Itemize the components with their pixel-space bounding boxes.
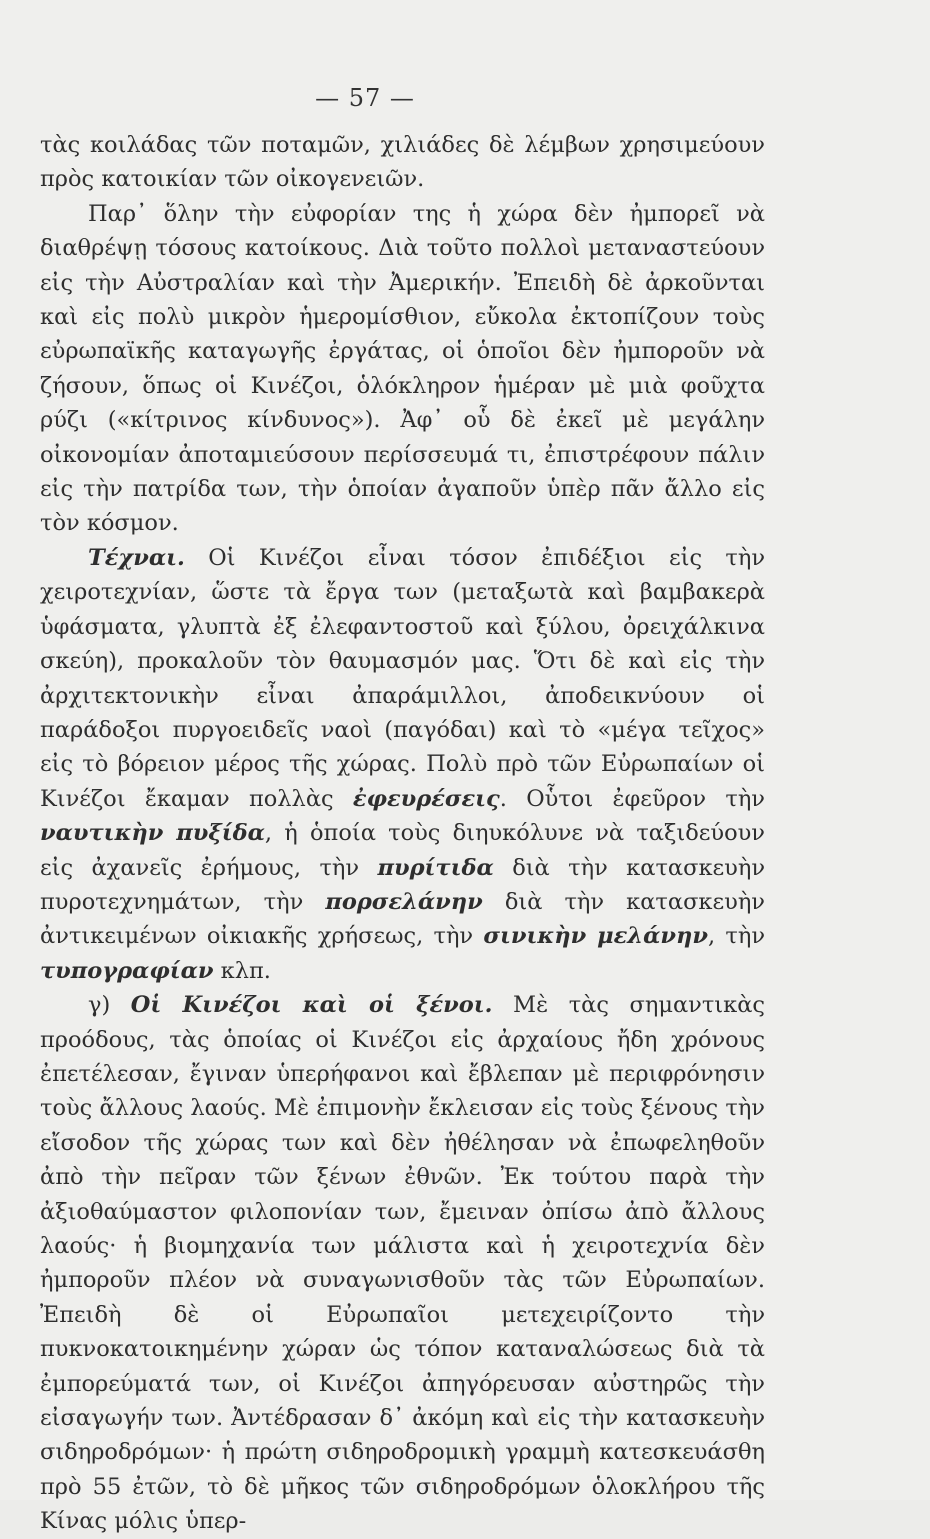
paragraph-p1 <box>40 128 765 197</box>
text-run: , ἡ ὁποία τοὺς διηυκόλυνε νὰ ταξιδεύουν εἰς ἀχανεῖς ἐρήμους, τὴν <box>40 820 765 881</box>
text-run: διὰ τὴν κατασκευὴν πυροτεχνημάτων, τὴν <box>40 854 765 915</box>
emphasized-term: πυρίτιδα <box>377 854 494 881</box>
paragraph-p3 <box>40 541 765 988</box>
text-run: Μὲ τὰς σημαντικὰς προόδους, τὰς ὁποίας οἱ Κινέζοι εἰς ἀρχαίους ἤδη χρόνους ἐπετέλεσαν, ἔγιναν ὑπερήφανοι καὶ ἔβλεπαν μὲ περιφρόνησιν τοὺς ἄλλους λαούς. Μὲ ἐπιμονὴν ἔκλεισαν εἰς τοὺς ξένους τὴν εἴσοδον τῆς χώρας των καὶ δὲν ἠθέλησαν νὰ ἐπωφεληθοῦν ἀπὸ τὴν πεῖραν τῶν ξένων ἐθνῶν. Ἐκ τούτου παρὰ τὴν ἀξιοθαύμαστον φιλοπονίαν των, ἔμειναν ὀπίσω ἀπὸ ἄλλους λαούς· ἡ βιομηχανία των μάλιστα καὶ ἡ χειροτεχνία δὲν ἠμποροῦν πλέον νὰ συναγωνισθοῦν τὰς τῶν Εὐρωπαίων. Ἐπειδὴ δὲ οἱ Εὐρωπαῖοι μετεχειρίζοντο τὴν πυκνοκατοικημένην χώραν ὡς τόπον καταναλώσεως διὰ τὰ ἐμπορεύματά των, οἱ Κινέζοι ἀπηγόρευσαν αὐστηρῶς τὴν εἰσαγωγήν των. Ἀντέδρασαν δ᾿ ἀκόμη καὶ εἰς τὴν κατασκευὴν σιδηροδρόμων· ἡ πρώτη σιδηροδρομικὴ γραμμὴ κατεσκευάσθη πρὸ 55 ἐτῶν, τὸ δὲ μῆκος τῶν σιδηροδρόμων ὁλοκλήρου τῆς Κίνας μόλις ὑπερ- <box>40 992 765 1535</box>
text-run: Οἱ Κινέζοι εἶναι τόσον ἐπιδέξιοι εἰς τὴν χειροτεχνίαν, ὥστε τὰ ἔργα των (μεταξωτὰ καὶ βαμβακερὰ ὑφάσματα, γλυπτὰ ἐξ ἐλεφαντοστοῦ καὶ ξύλου, ὀρειχάλκινα σκεύη), προκαλοῦν τὸν θαυμασμόν μας. Ὅτι δὲ καὶ εἰς τὴν ἀρχιτεκτονικὴν εἶναι ἀπαράμιλλοι, ἀποδεικνύουν οἱ παράδοξοι πυργοειδεῖς ναοὶ (παγόδαι) καὶ τὸ «μέγα τεῖχος» εἰς τὸ βόρειον μέρος τῆς χώρας. Πολὺ πρὸ τῶν Εὐρωπαίων οἱ Κινέζοι ἔκαμαν πολλὰς <box>40 544 765 812</box>
text-run: κλπ. <box>213 957 271 984</box>
text-run: γ) <box>88 992 131 1019</box>
section-heading: Τέχναι. <box>88 544 185 571</box>
emphasized-term: τυπογραφίαν <box>40 957 214 984</box>
paragraph-p4 <box>40 988 765 1539</box>
section-heading: Οἱ Κινέζοι καὶ οἱ ξένοι. <box>130 992 493 1019</box>
emphasized-term: ναυτικὴν πυξίδα <box>40 820 265 847</box>
text-run: , τὴν <box>707 923 765 950</box>
emphasized-term: ἐφευρέσεις <box>352 785 500 812</box>
text-run: διὰ τὴν κατασκευὴν ἀντικειμένων οἰκιακῆς χρήσεως, τὴν <box>40 888 765 950</box>
text-run: τὰς κοιλάδας τῶν ποταμῶν, χιλιάδες δὲ λέμβων χρησιμεύουν πρὸς κατοικίαν τῶν οἰκογενειῶν. <box>40 132 765 193</box>
text-run: Παρ᾿ ὅλην τὴν εὐφορίαν της ἡ χώρα δὲν ἠμπορεῖ νὰ διαθρέψῃ τόσους κατοίκους. Διὰ τοῦτο πολλοὶ μεταναστεύουν εἰς τὴν Αὐστραλίαν καὶ τὴν Ἀμερικήν. Ἐπειδὴ δὲ ἀρκοῦνται καὶ εἰς πολὺ μικρὸν ἡμερομίσθιον, εὔκολα ἐκτοπίζουν τοὺς εὐρωπαϊκῆς καταγωγῆς ἐργάτας, οἱ ὁποῖοι δὲν ἠμποροῦν νὰ ζήσουν, ὅπως οἱ Κινέζοι, ὁλόκληρον ἡμέραν μὲ μιὰ φοῦχτα ρύζι («κίτρινος κίνδυνος»). Ἀφ᾿ οὗ δὲ ἐκεῖ μὲ μεγάλην οἰκονομίαν ἀποταμιεύσουν περίσσευμά τι, ἐπιστρέφουν πάλιν εἰς τὴν πατρίδα των, τὴν ὁποίαν ἀγαποῦν ὑπὲρ πᾶν ἄλλο εἰς τὸν κόσμον. <box>40 200 765 537</box>
emphasized-term: σινικὴν μελάνην <box>483 923 708 950</box>
text-run: . Οὗτοι ἐφεῦρον τὴν <box>499 785 765 812</box>
paragraph-p2 <box>40 197 765 541</box>
page-number: — 57 — <box>315 84 415 112</box>
body-text <box>40 128 765 1539</box>
emphasized-term: πορσελάνην <box>325 888 483 915</box>
